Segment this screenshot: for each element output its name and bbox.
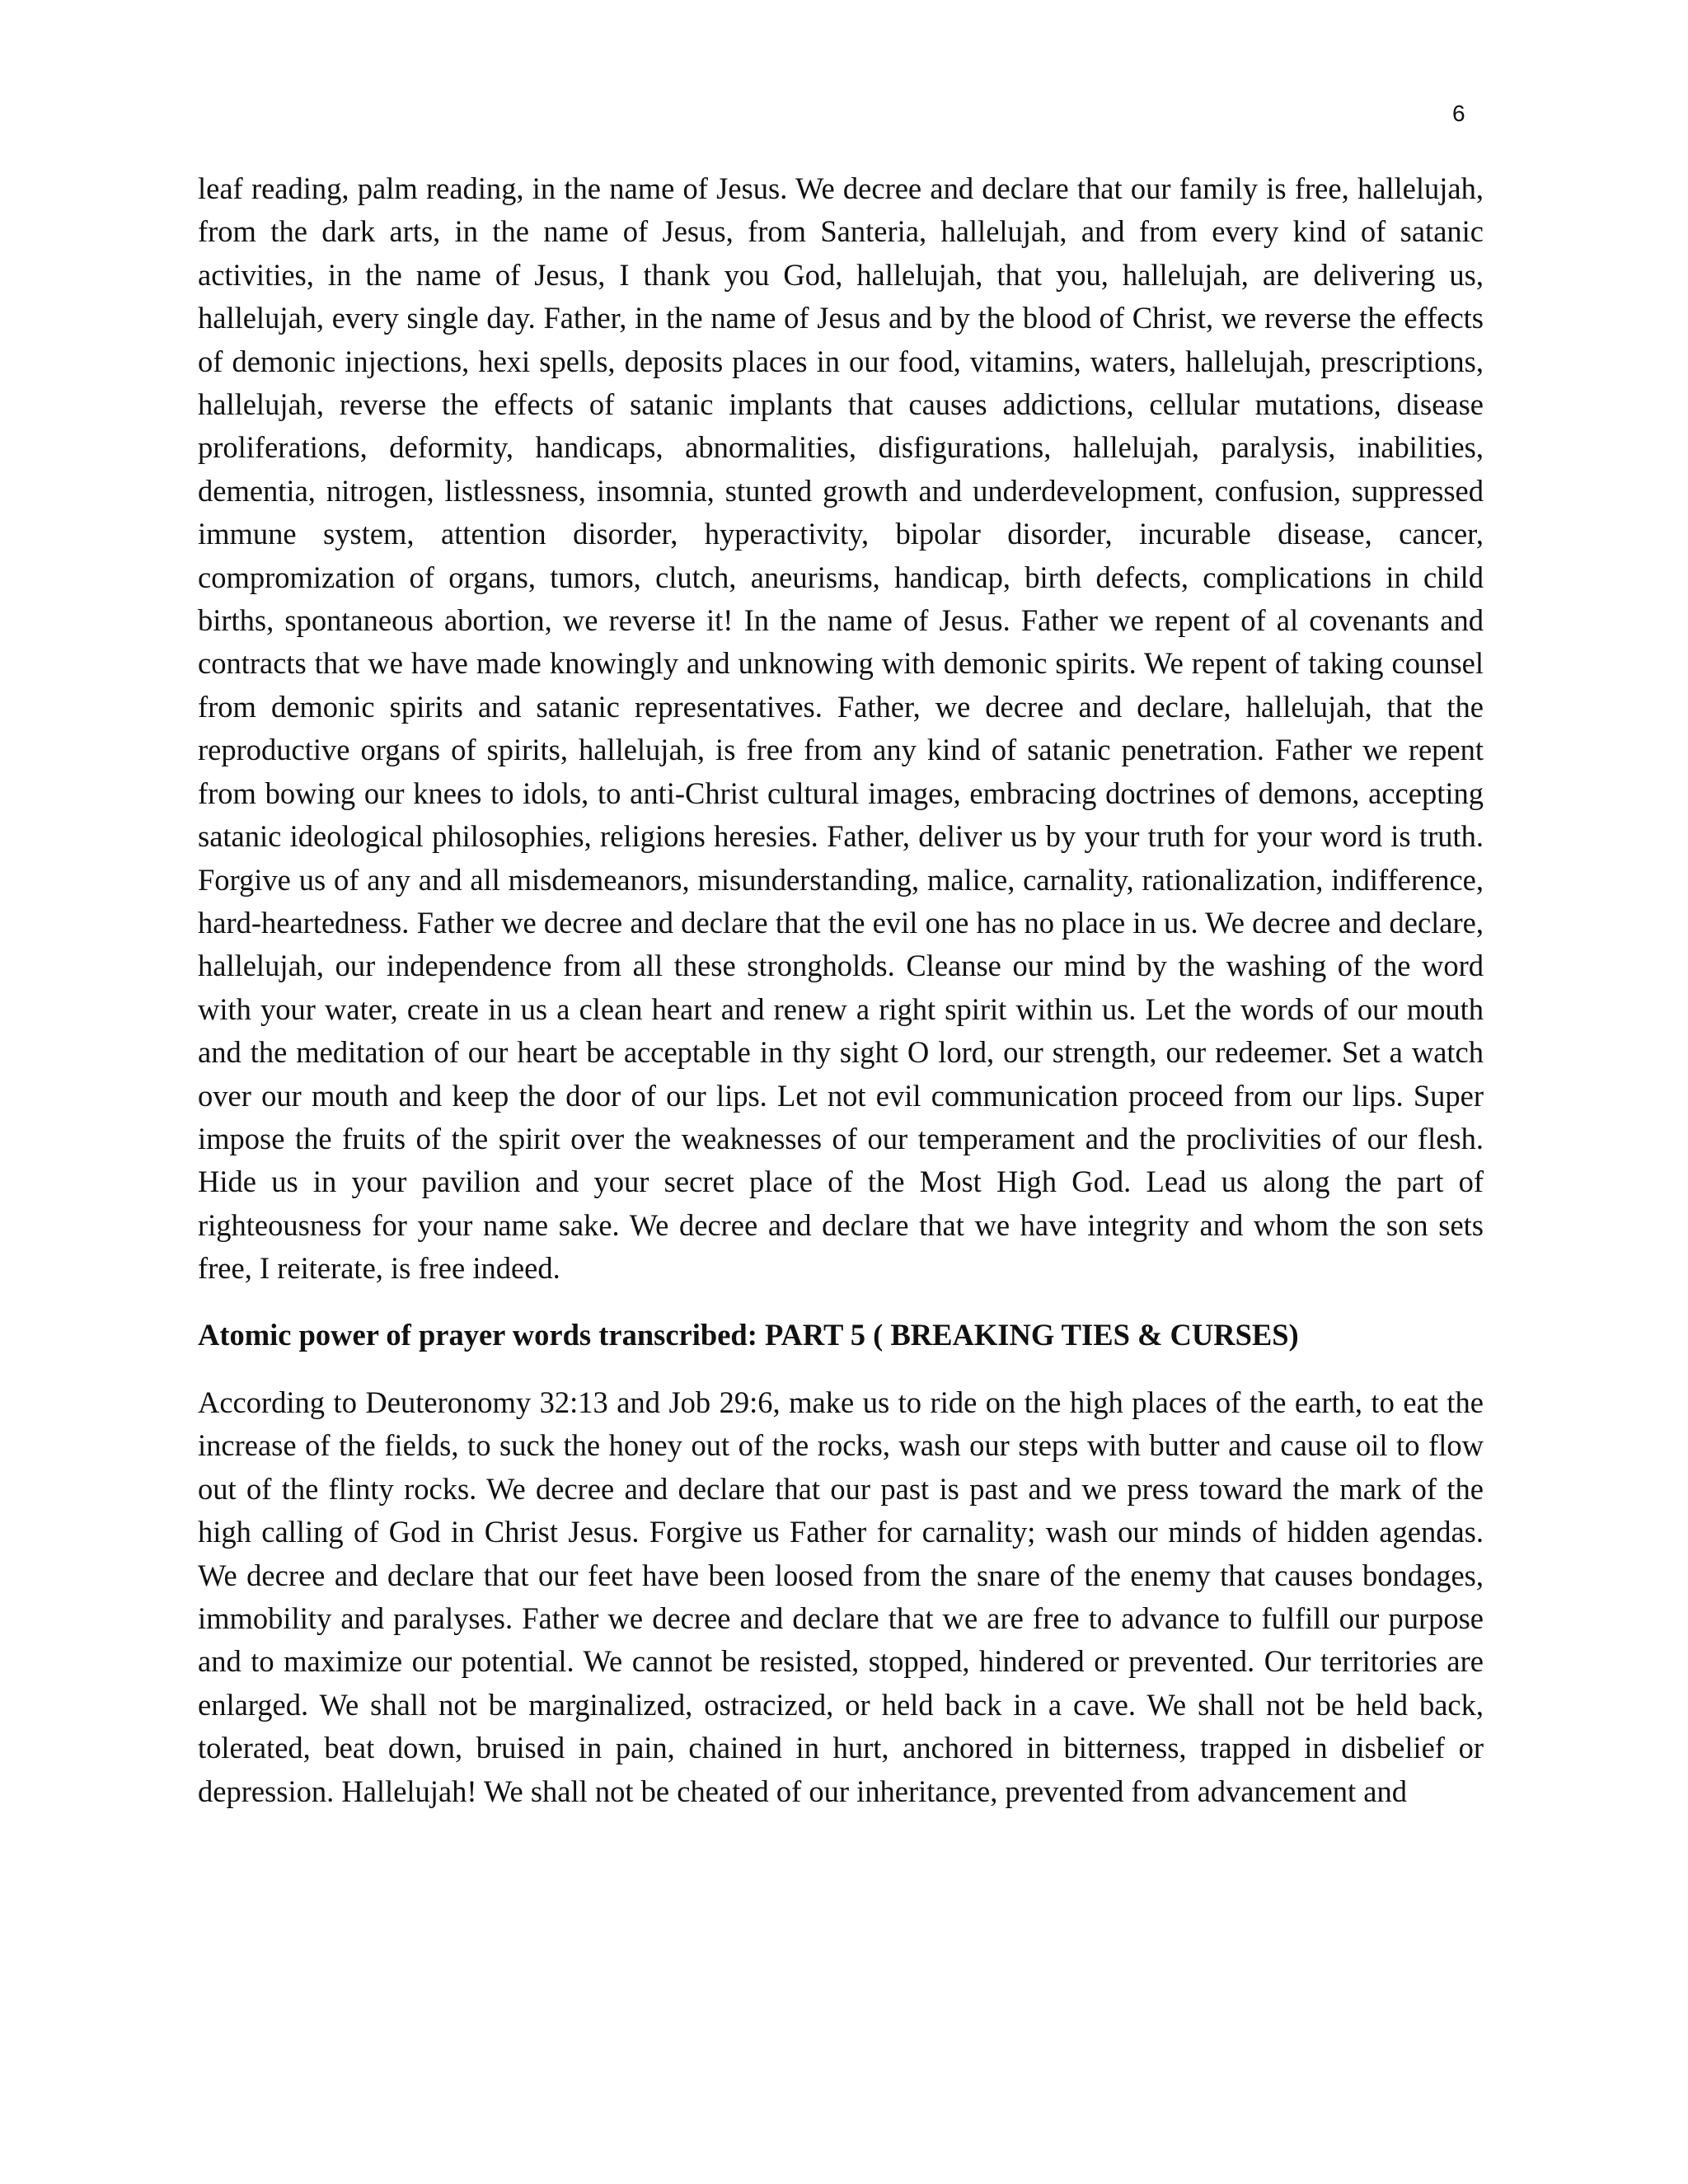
body-paragraph-2: According to Deuteronomy 32:13 and Job 29:6, make us to ride on the high places of the earth, to eat the increase of the fields, to suck the honey out of the rocks, wash our steps with butter and cause oil to flow out of the flinty rocks. We decree and declare that our past is past and we press toward the mark of the high calling of God in Christ Jesus. Forgive us Father for carnality; wash our minds of hidden agendas. We decree and declare that our feet have been loosed from the snare of the enemy that causes bondages, immobility and paralyses. Father we decree and declare that we are free to advance to fulfill our purpose and to maximize our potential. We cannot be resisted, stopped, hindered or prevented. Our territories are enlarged. We shall not be marginalized, ostracized, or held back in a cave. We shall not be held back, tolerated, beat down, bruised in pain, chained in hurt, anchored in bitterness, trapped in disbelief or depression. Hallelujah! We shall not be cheated of our inheritance, prevented from advancement and bbox=[198, 1385, 1484, 1808]
page-number: 6 bbox=[1452, 101, 1465, 126]
document-body bbox=[198, 167, 1484, 1813]
section-heading: Atomic power of prayer words transcribed: PART 5 ( BREAKING TIES & CURSES) bbox=[198, 1317, 1299, 1352]
body-paragraph-1: leaf reading, palm reading, in the name of Jesus. We decree and declare that our family is free, hallelujah, from the dark arts, in the name of Jesus, from Santeria, hallelujah, and from every kind of satanic activities, in the name of Jesus, I thank you God, hallelujah, that you, hallelujah, are delivering us, hallelujah, every single day. Father, in the name of Jesus and by the blood of Christ, we reverse the effects of demonic injections, hexi spells, deposits places in our food, vitamins, waters, hallelujah, prescriptions, hallelujah, reverse the effects of satanic implants that causes addictions, cellular mutations, disease proliferations, deformity, handicaps, abnormalities, disfigurations, hallelujah, paralysis, inabilities, dementia, nitrogen, listlessness, insomnia, stunted growth and underdevelopment, confusion, suppressed immune system, attention disorder, hyperactivity, bipolar disorder, incurable disease, cancer, compromization of organs, tumors, clutch, aneurisms, handicap, birth defects, complications in child births, spontaneous abortion, we reverse it! In the name of Jesus. Father we repent of al covenants and contracts that we have made knowingly and unknowing with demonic spirits. We repent of taking counsel from demonic spirits and satanic representatives. Father, we decree and declare, hallelujah, that the reproductive organs of spirits, hallelujah, is free from any kind of satanic penetration. Father we repent from bowing our knees to idols, to anti-Christ cultural images, embracing doctrines of demons, accepting satanic ideological philosophies, religions heresies. Father, deliver us by your truth for your word is truth. Forgive us of any and all misdemeanors, misunderstanding, malice, carnality, rationalization, indifference, hard-heartedness. Father we decree and declare that the evil one has no place in us. We decree and declare, hallelujah, our independence from all these strongholds. Cleanse our mind by the washing of the word with your water, create in us a clean heart and renew a right spirit within us. Let the words of our mouth and the meditation of our heart be acceptable in thy sight O lord, our strength, our redeemer. Set a watch over our mouth and keep the door of our lips. Let not evil communication proceed from our lips. Super impose the fruits of the spirit over the weaknesses of our temperament and the proclivities of our flesh. Hide us in your pavilion and your secret place of the Most High God. Lead us along the part of righteousness for your name sake. We decree and declare that we have integrity and whom the son sets free, I reiterate, is free indeed. bbox=[198, 171, 1484, 1286]
